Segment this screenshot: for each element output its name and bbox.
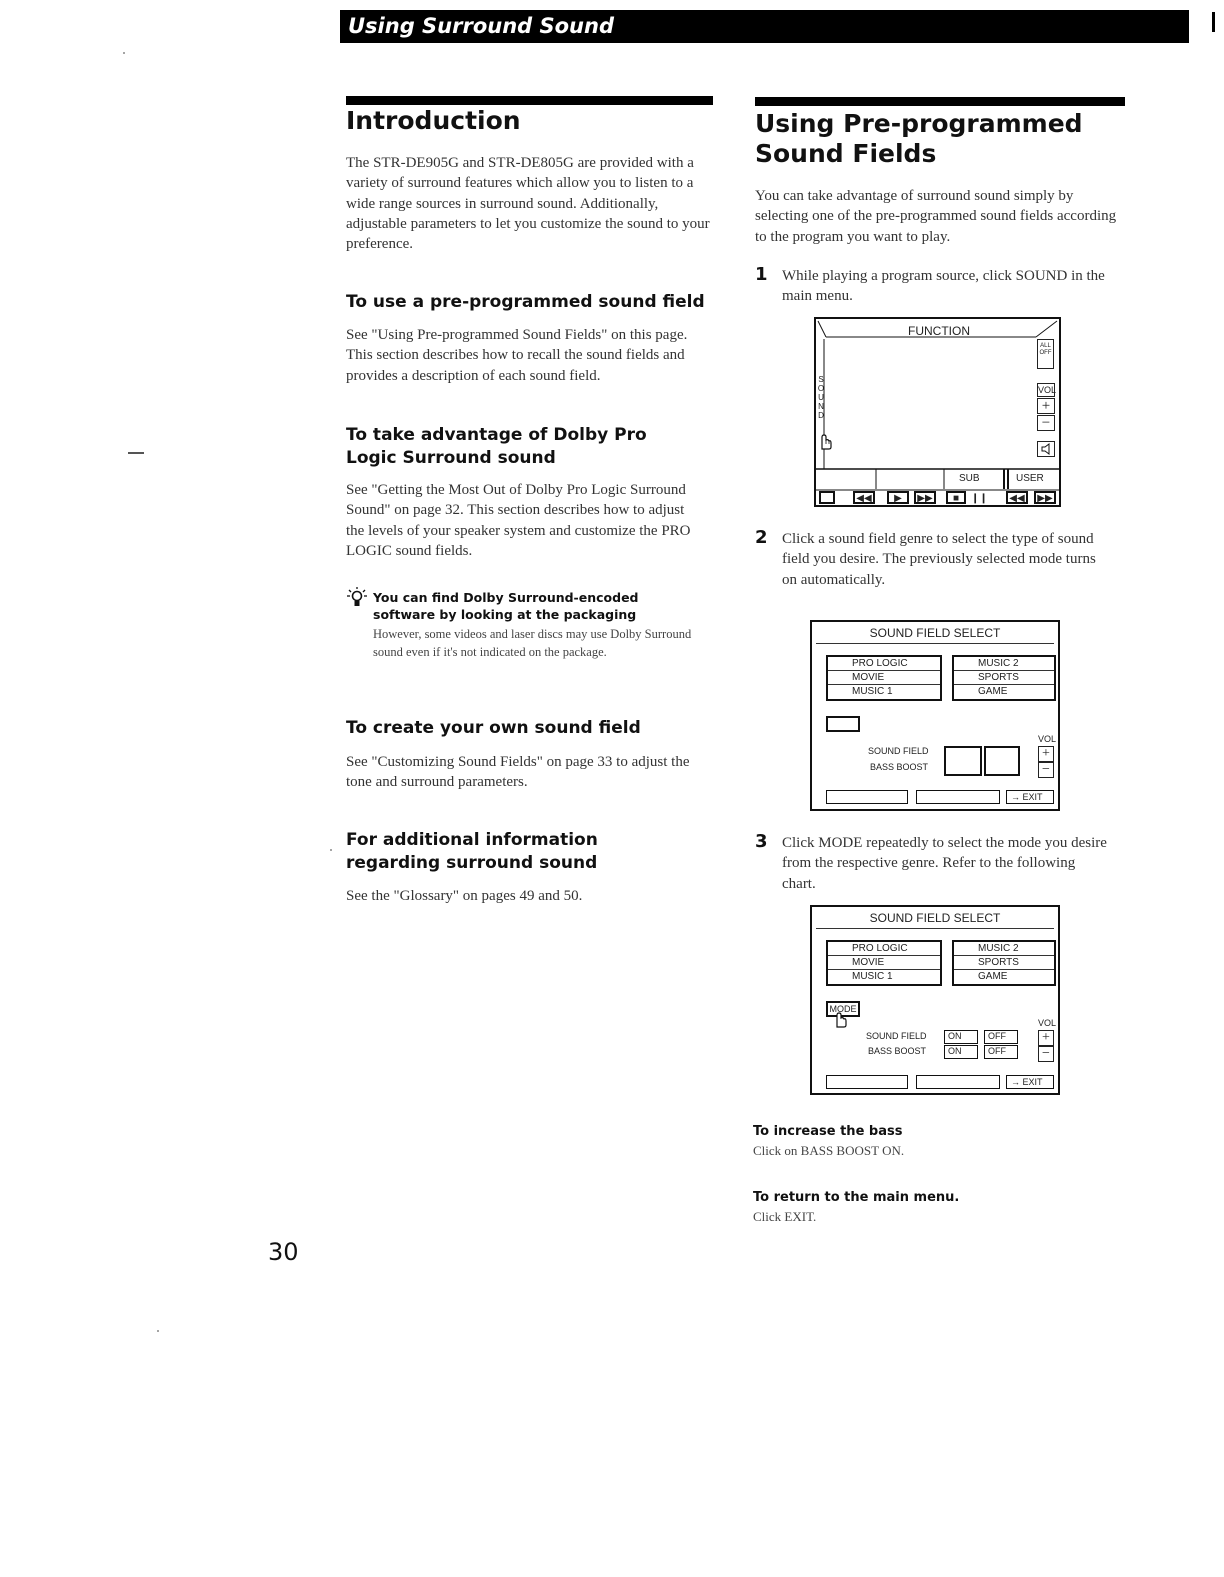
section-heading: For additional information regarding surround sound xyxy=(346,830,598,873)
all-off-button[interactable]: ALL OFF xyxy=(1037,339,1054,369)
user-label: USER xyxy=(1016,473,1044,484)
vol-down-button[interactable]: − xyxy=(1038,762,1054,778)
lightbulb-icon xyxy=(346,586,368,612)
on-buttons-blank[interactable] xyxy=(944,746,982,776)
note-heading: To return to the main menu. xyxy=(753,1190,960,1205)
exit-button[interactable]: → EXIT xyxy=(1006,1075,1054,1089)
scan-speck xyxy=(123,52,125,54)
bass-boost-on-button[interactable]: ON xyxy=(944,1045,978,1059)
intro-rule xyxy=(346,96,713,105)
genre-music-1[interactable]: MUSIC 1 xyxy=(852,686,893,697)
genre-game[interactable]: GAME xyxy=(978,971,1008,982)
section-heading: To use a pre-programmed sound field xyxy=(346,292,705,312)
note-body: Click on BASS BOOST ON. xyxy=(753,1143,905,1158)
status-field-2 xyxy=(916,790,1000,804)
section-heading: To create your own sound field xyxy=(346,718,641,738)
next-track-button[interactable]: ▶▶ xyxy=(1034,491,1056,504)
step-text: Click MODE repeatedly to select the mode you desire from the respective genre. Refer to the following chart. xyxy=(782,835,1107,892)
right-genre-group xyxy=(952,940,1056,986)
genre-movie[interactable]: MOVIE xyxy=(828,671,940,685)
page-number: 30 xyxy=(268,1238,299,1266)
right-genre-group xyxy=(952,655,1056,701)
status-field-1 xyxy=(826,1075,908,1089)
step-text: While playing a program source, click SOUND in the main menu. xyxy=(782,268,1105,305)
exit-button[interactable]: → EXIT xyxy=(1006,790,1054,804)
genre-pro-logic[interactable]: PRO LOGIC xyxy=(828,942,940,956)
vol-down-button[interactable]: − xyxy=(1038,1046,1054,1062)
screen-button[interactable] xyxy=(819,491,835,504)
tip-body: However, some videos and laser discs may use Dolby Surround sound even if it's not indicated on the package. xyxy=(373,627,692,659)
genre-game[interactable]: GAME xyxy=(978,686,1008,697)
bass-boost-off-button[interactable]: OFF xyxy=(984,1045,1018,1059)
genre-music-2[interactable]: MUSIC 2 xyxy=(954,942,1054,956)
preprog-intro: You can take advantage of surround sound simply by selecting one of the pre-programmed sound fields according to the program you want to play. xyxy=(755,188,1117,245)
section-title: Using Surround Sound xyxy=(348,14,614,38)
sub-label: SUB xyxy=(959,473,980,484)
vol-label: VOL xyxy=(1038,1018,1057,1028)
section-body: See the "Glossary" on pages 49 and 50. xyxy=(346,888,583,904)
step-number: 1 xyxy=(755,264,768,285)
genre-music-2[interactable]: MUSIC 2 xyxy=(954,657,1054,671)
mode-button[interactable]: MODE xyxy=(826,1001,860,1017)
vol-label: VOL xyxy=(1038,734,1057,744)
left-genre-group xyxy=(826,940,942,986)
stop-button[interactable]: ■ xyxy=(946,491,966,504)
vol-up-button[interactable]: + xyxy=(1038,746,1054,762)
preprog-title: Using Pre-programmed Sound Fields xyxy=(755,109,1083,168)
mute-button[interactable] xyxy=(1037,441,1055,457)
exit-label: EXIT xyxy=(1022,792,1043,802)
title-divider xyxy=(816,643,1054,644)
section-heading: To take advantage of Dolby Pro Logic Surround sound xyxy=(346,425,647,468)
hand-cursor-icon xyxy=(832,1009,848,1029)
title-divider xyxy=(816,928,1054,929)
genre-pro-logic[interactable]: PRO LOGIC xyxy=(828,657,940,671)
vol-up-button[interactable]: + xyxy=(1037,398,1055,414)
section-body: See "Using Pre-programmed Sound Fields" on this page. This section describes how to recall the sound fields and provides a description of each sound field. xyxy=(346,327,688,384)
scan-speck xyxy=(330,849,332,851)
sfs-title: SOUND FIELD SELECT xyxy=(869,626,1001,640)
left-genre-group xyxy=(826,655,942,701)
sound-field-label: SOUND FIELD xyxy=(866,1031,927,1041)
prev-track-button[interactable]: ◀◀ xyxy=(1006,491,1028,504)
step-number: 2 xyxy=(755,527,768,548)
fast-forward-button[interactable]: ▶▶ xyxy=(914,491,936,504)
vol-up-button[interactable]: + xyxy=(1038,1030,1054,1046)
exit-label: EXIT xyxy=(1022,1077,1043,1087)
sound-letter: U xyxy=(818,393,824,402)
genre-movie[interactable]: MOVIE xyxy=(828,956,940,970)
function-title: FUNCTION xyxy=(908,324,970,338)
sound-field-off-button[interactable]: OFF xyxy=(984,1030,1018,1044)
hand-cursor-icon xyxy=(817,429,833,451)
mode-button-blank[interactable] xyxy=(826,716,860,732)
edge-mark xyxy=(1212,12,1215,32)
step-text: Click a sound field genre to select the type of sound field you desire. The previously selected mode turns on automatically. xyxy=(782,531,1096,588)
note-heading: To increase the bass xyxy=(753,1124,903,1139)
vol-label: VOL xyxy=(1038,385,1057,395)
bass-boost-label: BASS BOOST xyxy=(870,762,929,772)
play-button[interactable]: ▶ xyxy=(887,491,909,504)
rewind-button[interactable]: ◀◀ xyxy=(853,491,875,504)
status-field-2 xyxy=(916,1075,1000,1089)
genre-music-1[interactable]: MUSIC 1 xyxy=(852,971,893,982)
section-body: See "Customizing Sound Fields" on page 33 to adjust the tone and surround parameters. xyxy=(346,754,690,791)
section-body: See "Getting the Most Out of Dolby Pro Logic Surround Sound" on page 32. This section describes how to adjust the levels of your speaker system and customize the PRO LOGIC sound fields. xyxy=(346,482,691,559)
sound-letter: O xyxy=(817,384,825,393)
sfs-title: SOUND FIELD SELECT xyxy=(869,911,1001,925)
sound-field-on-button[interactable]: ON xyxy=(944,1030,978,1044)
scan-mark xyxy=(128,452,144,454)
bass-boost-label: BASS BOOST xyxy=(868,1046,927,1056)
vol-down-button[interactable]: − xyxy=(1037,415,1055,431)
sound-field-screen-mode xyxy=(810,905,1060,1095)
sound-vertical-button[interactable] xyxy=(816,375,826,420)
sound-field-screen xyxy=(810,620,1060,811)
sound-letter: S xyxy=(818,375,824,384)
pause-button[interactable]: ❙❙ xyxy=(971,493,988,504)
sound-field-label: SOUND FIELD xyxy=(868,746,929,756)
sound-letter: D xyxy=(818,411,824,420)
speaker-icon xyxy=(1038,442,1054,456)
function-screen xyxy=(814,317,1061,507)
intro-title: Introduction xyxy=(346,106,521,135)
genre-sports[interactable]: SPORTS xyxy=(954,956,1054,970)
status-field-1 xyxy=(826,790,908,804)
tip-title: You can find Dolby Surround-encoded software by looking at the packaging xyxy=(373,590,639,622)
genre-sports[interactable]: SPORTS xyxy=(954,671,1054,685)
sound-letter: N xyxy=(818,402,824,411)
scan-speck xyxy=(157,1330,159,1332)
off-buttons-blank[interactable] xyxy=(984,746,1020,776)
note-body: Click EXIT. xyxy=(753,1209,817,1224)
step-number: 3 xyxy=(755,831,768,852)
intro-body: The STR-DE905G and STR-DE805G are provided with a variety of surround features which allow you to listen to a wide range sources in surround sound. Additionally, adjustable parameters to let you customize the sound to your preference. xyxy=(346,155,710,253)
preprog-rule xyxy=(755,97,1125,106)
